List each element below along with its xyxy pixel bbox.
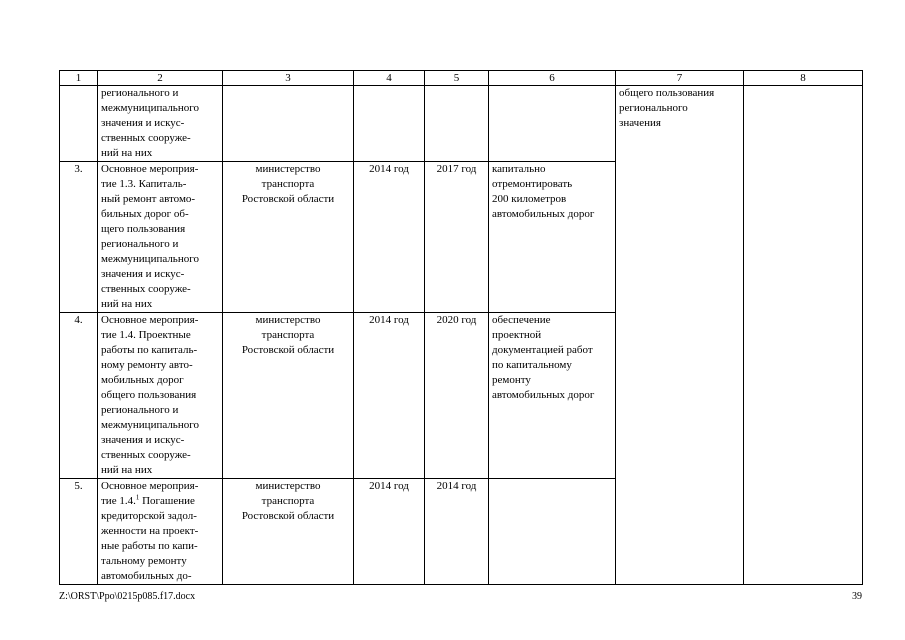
end-year: 2020 год	[425, 313, 489, 479]
expected-result	[489, 86, 616, 162]
header-cell-7: 7	[616, 71, 744, 86]
expected-result: капитально отремонтировать 200 километров автомобильных дорог	[489, 162, 616, 313]
header-cell-3: 3	[223, 71, 354, 86]
program-events-table	[59, 70, 863, 585]
start-year	[354, 86, 425, 162]
start-year: 2014 год	[354, 313, 425, 479]
merged-column-7: общего пользования регионального значения	[616, 86, 744, 585]
header-cell-4: 4	[354, 71, 425, 86]
header-cell-5: 5	[425, 71, 489, 86]
row-number: 4.	[60, 313, 98, 479]
header-cell-6: 6	[489, 71, 616, 86]
event-name: регионального и межмуниципального значения и искус- ственных сооруже- ний на них	[98, 86, 223, 162]
event-name: Основное мероприя- тие 1.3. Капиталь- ный ремонт автомо- бильных дорог об- щего пользования регионального и межмуниципального значения и искус- ственных сооруже- ний на них	[98, 162, 223, 313]
start-year: 2014 год	[354, 479, 425, 585]
footnote-superscript: 1	[135, 493, 140, 502]
end-year: 2014 год	[425, 479, 489, 585]
event-name-part: Погашение кредиторской задол- женности на проект- ные работы по капи- тальному ремонту автомобильных до-	[101, 495, 199, 582]
end-year	[425, 86, 489, 162]
expected-result	[489, 479, 616, 585]
table-row	[60, 86, 863, 162]
executor: министерство транспорта Ростовской области	[223, 313, 354, 479]
header-cell-1: 1	[60, 71, 98, 86]
row-number	[60, 86, 98, 162]
header-cell-8: 8	[744, 71, 863, 86]
row-number: 3.	[60, 162, 98, 313]
table-header-row	[60, 71, 863, 86]
start-year: 2014 год	[354, 162, 425, 313]
executor: министерство транспорта Ростовской области	[223, 162, 354, 313]
merged-column-8	[744, 86, 863, 585]
event-name: Основное мероприя- тие 1.4. Проектные работы по капиталь- ному ремонту авто- мобильных дорог общего пользования регионального и межмуниципального значения и искус- ственных сооруже- ний на них	[98, 313, 223, 479]
expected-result: обеспечение проектной документацией работ по капитальному ремонту автомобильных дорог	[489, 313, 616, 479]
executor: министерство транспорта Ростовской области	[223, 479, 354, 585]
page-number: 39	[852, 591, 862, 602]
end-year: 2017 год	[425, 162, 489, 313]
executor	[223, 86, 354, 162]
file-path-footer: Z:\ORST\Ppo\0215p085.f17.docx	[59, 591, 196, 602]
event-name-part: Основное мероприя- тие 1.4.	[101, 480, 199, 507]
event-name	[98, 479, 223, 585]
row-number: 5.	[60, 479, 98, 585]
header-cell-2: 2	[98, 71, 223, 86]
